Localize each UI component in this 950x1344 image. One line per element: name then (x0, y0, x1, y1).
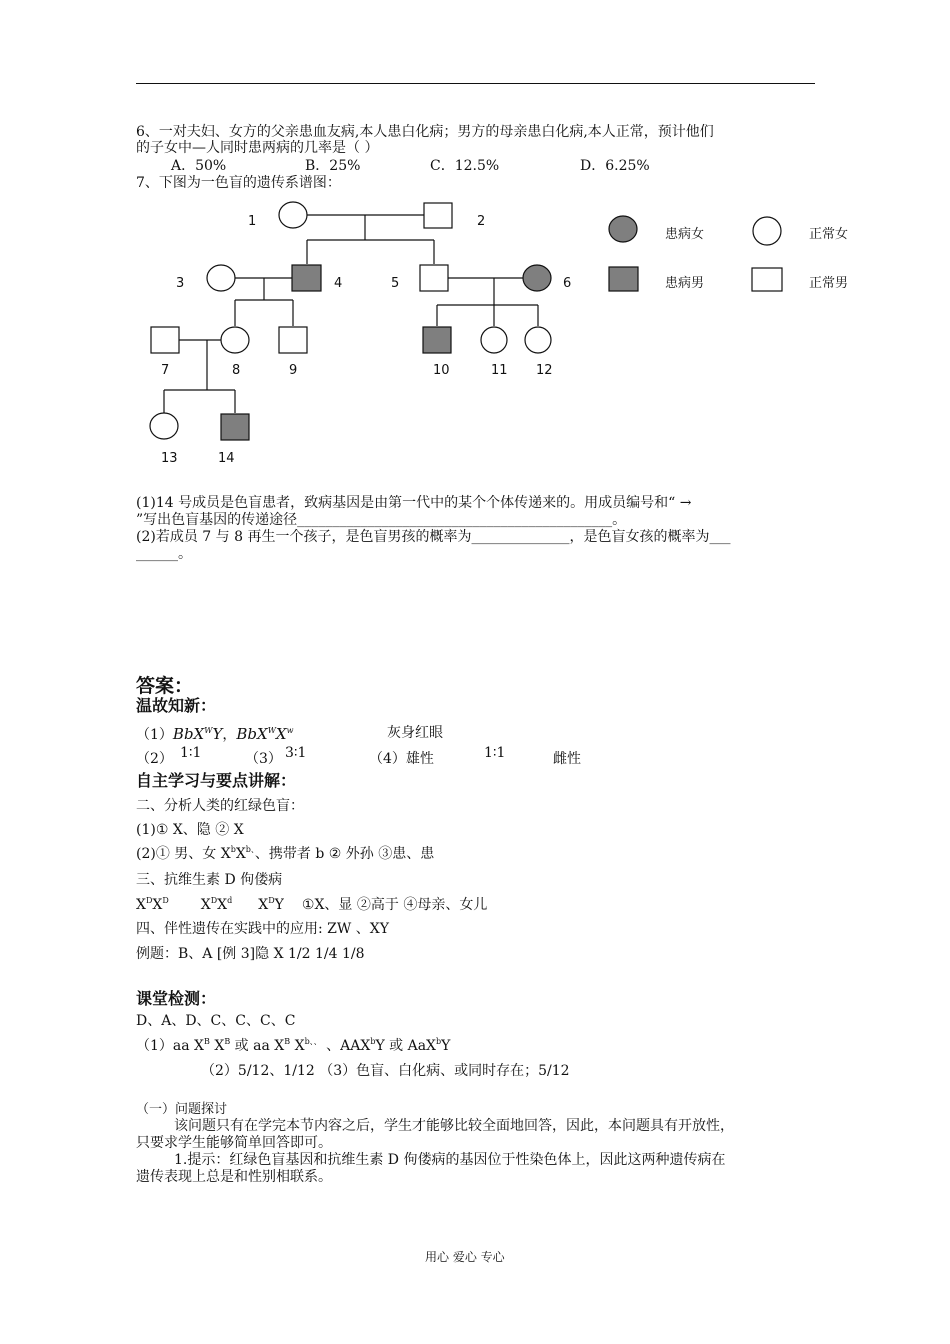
label-11: 11 (491, 363, 508, 378)
member-6-affected-female (523, 265, 551, 291)
member-2-normal-male (424, 203, 452, 228)
section-3-rest: ①X、显 ②高于 ④母亲、女儿 (301, 897, 488, 913)
q6-option-a: A．50% (171, 158, 227, 174)
genotype-xdy: $X^DY$ (258, 896, 284, 913)
label-4: 4 (334, 276, 343, 291)
label-12: 12 (536, 363, 553, 378)
review-4-label: （4）雄性 (369, 751, 434, 767)
legend-normal-female-symbol (753, 217, 781, 245)
section-2-title: 二、分析人类的红绿色盲： (136, 798, 304, 814)
member-9-normal-male (279, 327, 307, 353)
review-3-label: （3） (245, 751, 282, 767)
q7-part2-line2: ______。 (136, 546, 192, 562)
discussion-p2-line1: 1.提示：红绿色盲基因和抗维生素 D 佝偻病的基因位于性染色体上，因此这两种遗传病在 (174, 1152, 726, 1168)
q7-part2-line1: (2)若成员 7 与 8 再生一个孩子，是色盲男孩的概率为______________，是色盲女孩的概率为___ (136, 529, 731, 545)
member-3-normal-female (207, 265, 235, 291)
review-1-genotype-a: BbX$^W$Y (172, 725, 223, 743)
label-9: 9 (289, 363, 298, 378)
review-1-label: （1） (136, 727, 173, 743)
answers-heading: 答案： (136, 675, 194, 697)
page-footer: 用心 爱心 专心 (425, 1250, 505, 1264)
member-10-affected-male (423, 327, 451, 353)
genotype-xdxd: $X^DX^D$ (136, 896, 169, 913)
check-item-3: （2）5/12、1/12 （3）色盲、白化病、或同时存在；5/12 (201, 1063, 570, 1079)
legend-normal-male-symbol (752, 268, 782, 291)
q6-line1: 6、一对夫妇、女方的父亲患血友病,本人患白化病；男方的母亲患白化病,本人正常，预计他们 (136, 124, 714, 140)
label-3: 3 (176, 276, 185, 291)
q6-line2: 的子女中—人同时患两病的几率是（ ） (136, 140, 379, 156)
label-10: 10 (433, 363, 450, 378)
section-2-item-2: (2)① 男、女 $X^bX^{b、}$、携带者 b ② 外孙 ③患、患 (136, 845, 435, 862)
discussion-p2-line2: 遗传表现上总是和性别相联系。 (136, 1169, 332, 1185)
pedigree-lines (164, 215, 538, 413)
genotype-xdxd-carrier: $X^DX^d$ (200, 896, 233, 913)
label-14: 14 (218, 451, 235, 466)
legend-affected-male: 患病男 (665, 276, 705, 291)
section-3-title: 三、抗维生素 D 佝偻病 (136, 872, 283, 888)
member-1-normal-female (279, 202, 307, 228)
review-heading: 温故知新： (136, 696, 217, 715)
label-6: 6 (563, 276, 572, 291)
review-1-genotype-b: $BbX^WX^w$ (236, 725, 294, 743)
legend-affected-female-symbol (609, 216, 637, 242)
member-4-affected-male (292, 265, 321, 291)
legend-normal-male: 正常男 (809, 276, 849, 291)
label-7: 7 (161, 363, 170, 378)
check-heading: 课堂检测： (136, 989, 217, 1008)
q6-option-d: D．6.25% (580, 158, 650, 174)
member-12-normal-female (525, 327, 551, 353)
review-3-value: 3∶1 (285, 745, 307, 761)
label-13: 13 (161, 451, 178, 466)
label-8: 8 (232, 363, 241, 378)
label-2: 2 (477, 214, 486, 229)
discussion-p1-line2: 只要求学生能够简单回答即可。 (136, 1135, 332, 1151)
label-1: 1 (248, 214, 257, 229)
section-2-item-1: (1)① X、隐 ② X (136, 822, 244, 838)
check-item-1: D、A、D、C、C、C、C (136, 1013, 296, 1029)
example-answers: 例题：B、A [例 3]隐 X 1/2 1/4 1/8 (136, 946, 365, 962)
legend-normal-female: 正常女 (809, 227, 849, 242)
q7-title: 7、下图为一色盲的遗传系谱图： (136, 175, 341, 191)
study-heading: 自主学习与要点讲解： (136, 771, 297, 790)
legend-affected-male-symbol (609, 267, 638, 291)
review-1-sep: ， (222, 727, 237, 743)
review-1 (136, 726, 293, 743)
review-4-value: 1∶1 (484, 745, 506, 761)
member-13-normal-female (150, 413, 178, 439)
pedigree-chart (0, 0, 950, 480)
review-4-tail: 雌性 (553, 751, 581, 767)
section-4-title: 四、伴性遗传在实践中的应用: ZW 、XY (136, 921, 389, 937)
member-11-normal-female (481, 327, 507, 353)
review-2-label: （2） (136, 751, 173, 767)
member-7-normal-male (151, 327, 179, 353)
label-5: 5 (391, 276, 400, 291)
q7-part1-line2: ”写出色盲基因的传递途径_____________________________________________。 (136, 512, 627, 528)
q7-part1-line1: (1)14 号成员是色盲患者，致病基因是由第一代中的某个个体传递来的。用成员编号和“ → (136, 495, 692, 511)
q6-option-c: C．12.5% (430, 158, 500, 174)
member-14-affected-male (221, 414, 249, 440)
review-1-phenotype: 灰身红眼 (387, 725, 443, 741)
discussion-p1-line1: 该问题只有在学完本节内容之后，学生才能够比较全面地回答，因此，本问题具有开放性， (174, 1118, 734, 1134)
check-item-2: （1）aa $X^B$ $X^B$ 或 aa $X^B$ $X^{b、、}$ 、AAX$^b$Y 或 AaX$^b$Y (136, 1037, 451, 1054)
legend-affected-female: 患病女 (665, 227, 705, 242)
member-5-normal-male (420, 265, 448, 291)
section-3-answers (136, 897, 487, 913)
member-8-normal-female (221, 327, 249, 353)
q6-option-b: B．25% (305, 158, 361, 174)
review-2-value: 1∶1 (180, 745, 202, 761)
discussion-title: （一）问题探讨 (136, 1102, 228, 1117)
